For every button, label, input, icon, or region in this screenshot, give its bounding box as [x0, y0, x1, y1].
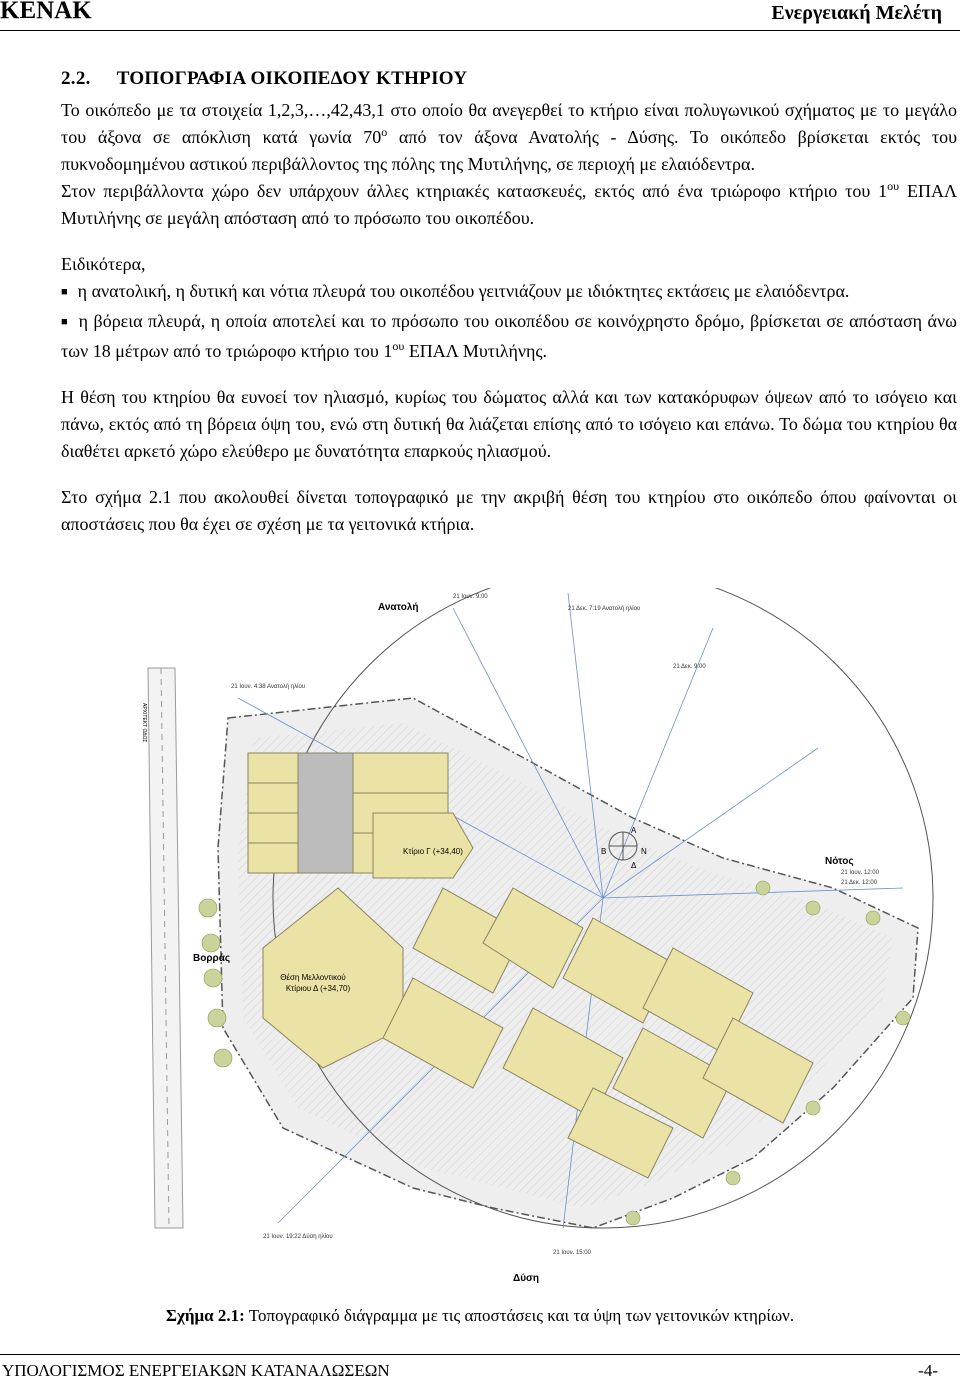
- sun-annotation: 21 Ιουν. 9:00: [453, 594, 488, 600]
- paragraph-5: Στο σχήμα 2.1 που ακολουθεί δίνεται τοπογραφικό με την ακριβή θέση του κτηρίου στο οικόπεδο όπου φαίνονται οι αποστάσεις που θα έχει σε σχέση με τα γειτονικά κτήρια.: [61, 487, 957, 534]
- header-subtitle: Ενεργειακή Μελέτη: [771, 2, 942, 24]
- compass-label-north: Α: [631, 826, 637, 835]
- building-g: [373, 813, 473, 878]
- paragraph-2-sup: ου: [887, 179, 900, 193]
- sun-annotation: 21 Ιουν. 15:00: [553, 1250, 591, 1256]
- bullet-item-2-text-a: η βόρεια πλευρά, η οποία αποτελεί και το πρόσωπο του οικοπέδου σε κοινόχρηστο δρόμο, βρίσκεται σε απόσταση άνω των 18 μέτρων από το τριώροφο κτήριο του 1: [61, 311, 957, 361]
- body-text: [61, 97, 957, 538]
- section-heading: ΤΟΠΟΓΡΑΦΙΑ ΟΙΚΟΠΕΔΟΥ ΚΤΗΡΙΟΥ: [116, 68, 468, 89]
- compass-label-west: Β: [601, 847, 607, 856]
- compass-label-south: Δ: [631, 861, 637, 870]
- label-west: Δύση: [513, 1273, 539, 1284]
- bullet-item-2-text-b: ΕΠΑΛ Μυτιλήνης.: [404, 341, 548, 361]
- sun-annotation: 21 Δεκ. 7:19 Ανατολή ηλίου: [568, 606, 641, 612]
- section-number: 2.2.: [61, 68, 91, 89]
- paragraph-1-text-b: από τον άξονα Ανατολής - Δύσης. Το οικόπεδο βρίσκεται εκτός του πυκνοδομημένου αστικού περιβάλλοντος της πόλης της Μυτιλήνης, σε περιοχή με ελαιόδεντρα.: [61, 127, 957, 174]
- bullet-item-2-sup: ου: [392, 339, 405, 353]
- corridor-block: [298, 753, 353, 873]
- compass-label-east: Ν: [641, 847, 647, 856]
- paragraph-2: [61, 178, 957, 232]
- site-plan-figure: [113, 588, 958, 1298]
- header-title: ΚΕΝΑΚ: [0, 0, 92, 24]
- bullet-item-2: [61, 308, 957, 365]
- sun-annotation: 21 Ιουν. 12:00: [841, 870, 879, 876]
- sun-annotation: 21 Ιουν. 19:22 Δύση ηλίου: [263, 1234, 333, 1240]
- sun-annotation: 21 Δεκ. 12:00: [841, 880, 878, 886]
- caption-text: Τοπογραφικό διάγραμμα με τις αποστάσεις και τα ύψη των γειτονικών κτηρίων.: [244, 1306, 795, 1325]
- section-title: [61, 68, 467, 90]
- site-plan-drawing: [113, 588, 958, 1298]
- building-d-label-1: Θέση Μελλοντικού: [280, 973, 346, 982]
- figure-caption: [0, 1306, 960, 1326]
- bullet-item-1-text: η ανατολική, η δυτική και νότια πλευρά του οικοπέδου γειτνιάζουν με ιδιόκτητες εκτάσεις με ελαιόδεντρα.: [77, 281, 850, 301]
- page-header: [0, 0, 960, 31]
- caption-label: Σχήμα 2.1:: [165, 1306, 245, 1325]
- paragraph-1-sup: ο: [381, 125, 388, 139]
- building-g-label: Κτίριο Γ (+34,40): [403, 847, 463, 856]
- label-south: Νότος: [825, 856, 854, 867]
- label-east: Ανατολή: [378, 602, 419, 613]
- page-footer: [0, 1354, 960, 1383]
- building-d-label-2: Κτίριου Δ (+34,70): [285, 984, 351, 993]
- paragraph-1-text-a: Το οικόπεδο με τα στοιχεία 1,2,3,…,42,43,1 στο οποίο θα ανεγερθεί το κτήριο είναι πολυγωνικού σχήματος με το μεγάλο του άξονα σε απόκλιση κατά γωνία 70: [61, 100, 957, 147]
- sun-annotation: 21 Δεκ. 9:00: [673, 664, 706, 670]
- paragraph-1: [61, 97, 957, 178]
- sun-annotation: 21 Ιουν. 4:38 Ανατολή ηλίου: [231, 684, 306, 690]
- paragraph-2-text-b: ΕΠΑΛ Μυτιλήνης σε μεγάλη απόσταση από το πρόσωπο του οικοπέδου.: [61, 181, 958, 228]
- page-number: -4-: [918, 1361, 938, 1380]
- road-label: ΑΡΧΙΤΕΚΤ ΟΔΟΣ: [141, 703, 147, 743]
- label-north: Βορράς: [193, 953, 231, 964]
- paragraph-4: Η θέση του κτηρίου θα ευνοεί τον ηλιασμό, κυρίως του δώματος αλλά και των κατακόρυφων όψεων από το ισόγειο και πάνω, εκτός από τη βόρεια όψη του, ενώ στη δυτική θα λιάζεται επίσης από το ισόγειο και επάνω. Το δώμα του κτηρίου θα διαθέτει αρκετό χώρο ελεύθερο με δυνατότητα επαρκούς ηλιασμού.: [61, 387, 957, 461]
- paragraph-2-text-a: Στον περιβάλλοντα χώρο δεν υπάρχουν άλλες κτηριακές κατασκευές, εκτός από ένα τριώροφο κτήριο του 1: [61, 181, 888, 201]
- bullet-item-1: [61, 278, 957, 308]
- paragraph-3: Ειδικότερα,: [61, 254, 146, 274]
- footer-title: ΥΠΟΛΟΓΙΣΜΟΣ ΕΝΕΡΓΕΙΑΚΩΝ ΚΑΤΑΝΑΛΩΣΕΩΝ: [2, 1361, 390, 1380]
